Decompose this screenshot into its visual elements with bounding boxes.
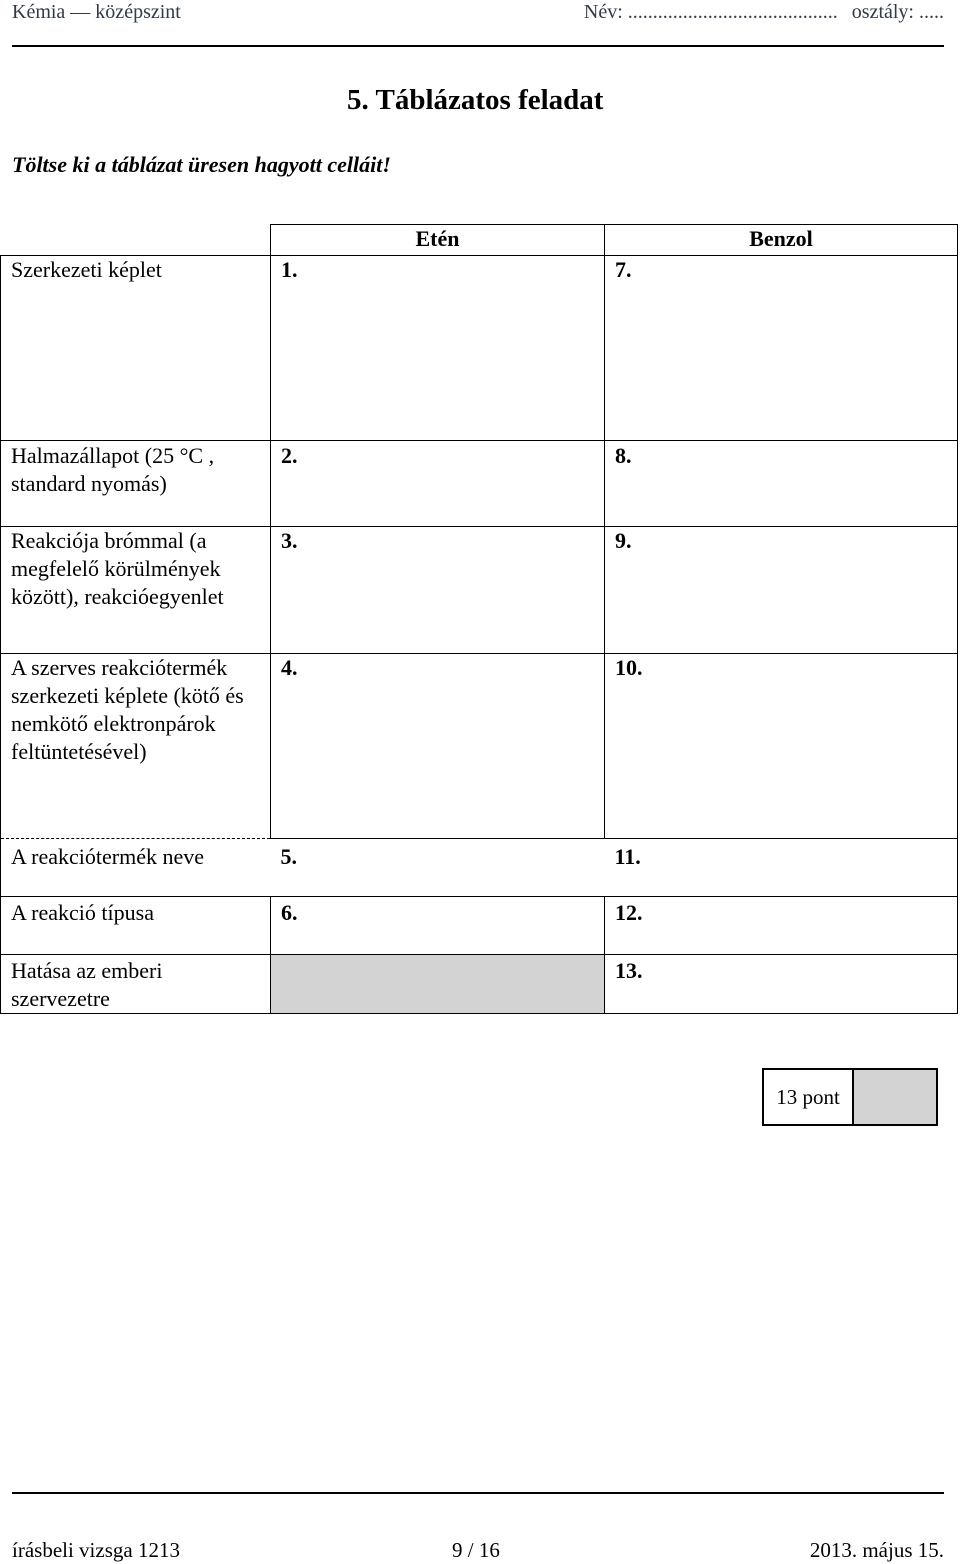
table-row xyxy=(1,839,958,897)
corner-cell xyxy=(1,225,271,256)
score-box xyxy=(762,1068,938,1126)
answer-cell-9[interactable]: 9. xyxy=(605,527,958,654)
task-title: 5. Táblázatos feladat xyxy=(347,84,604,116)
answer-cell-4[interactable]: 4. xyxy=(271,654,605,839)
answer-cell-12[interactable]: 12. xyxy=(605,897,958,955)
page-header xyxy=(12,0,944,46)
subject-label: Kémia — középszint xyxy=(12,1,181,23)
row-label: Szerkezeti képlet xyxy=(1,256,271,441)
answer-cell-13[interactable]: 13. xyxy=(605,955,958,1014)
exam-code: írásbeli vizsga 1213 xyxy=(12,1538,180,1562)
answer-cell-8[interactable]: 8. xyxy=(605,441,958,527)
answer-cell-10[interactable]: 10. xyxy=(605,654,958,839)
row-label: A szerves reakciótermék szerkezeti képlete (kötő és nemkötő elektronpárok feltüntetésével) xyxy=(1,654,271,839)
answer-cell-11[interactable]: 11. xyxy=(605,839,958,897)
answer-cell-5[interactable]: 5. xyxy=(271,839,605,897)
score-label: 13 pont xyxy=(764,1070,854,1124)
footer-divider xyxy=(12,1492,944,1494)
table-row xyxy=(1,441,958,527)
table-row xyxy=(1,654,958,839)
header-fields xyxy=(584,1,944,24)
row-label: Hatása az emberi szervezetre xyxy=(1,955,271,1014)
answer-cell-6[interactable]: 6. xyxy=(271,897,605,955)
name-field[interactable]: Név: .......................................... xyxy=(583,1,838,23)
table-row xyxy=(1,256,958,441)
row-label: Halmazállapot (25 °C , standard nyomás) xyxy=(1,441,271,527)
answer-cell-1[interactable]: 1. xyxy=(271,256,605,441)
row-label: A reakciótermék neve xyxy=(1,839,271,897)
row-label: Reakciója brómmal (a megfelelő körülmények között), reakcióegyenlet xyxy=(1,527,271,654)
shaded-cell xyxy=(271,955,605,1014)
answer-cell-3[interactable]: 3. xyxy=(271,527,605,654)
table-row xyxy=(1,527,958,654)
exam-date: 2013. május 15. xyxy=(809,1538,944,1562)
header-divider xyxy=(12,45,944,47)
task-instruction: Töltse ki a táblázat üresen hagyott celláit! xyxy=(12,152,391,177)
page-number: 9 / 16 xyxy=(452,1538,500,1562)
row-label: A reakció típusa xyxy=(1,897,271,955)
score-entry-field[interactable] xyxy=(854,1070,936,1124)
column-header-eten: Etén xyxy=(271,225,605,256)
answer-table xyxy=(0,224,958,1014)
table-header-row xyxy=(1,225,958,256)
table-row xyxy=(1,897,958,955)
answer-cell-7[interactable]: 7. xyxy=(605,256,958,441)
column-header-benzol: Benzol xyxy=(605,225,958,256)
answer-cell-2[interactable]: 2. xyxy=(271,441,605,527)
table-row xyxy=(1,955,958,1014)
class-field[interactable]: osztály: ..... xyxy=(851,1,944,23)
